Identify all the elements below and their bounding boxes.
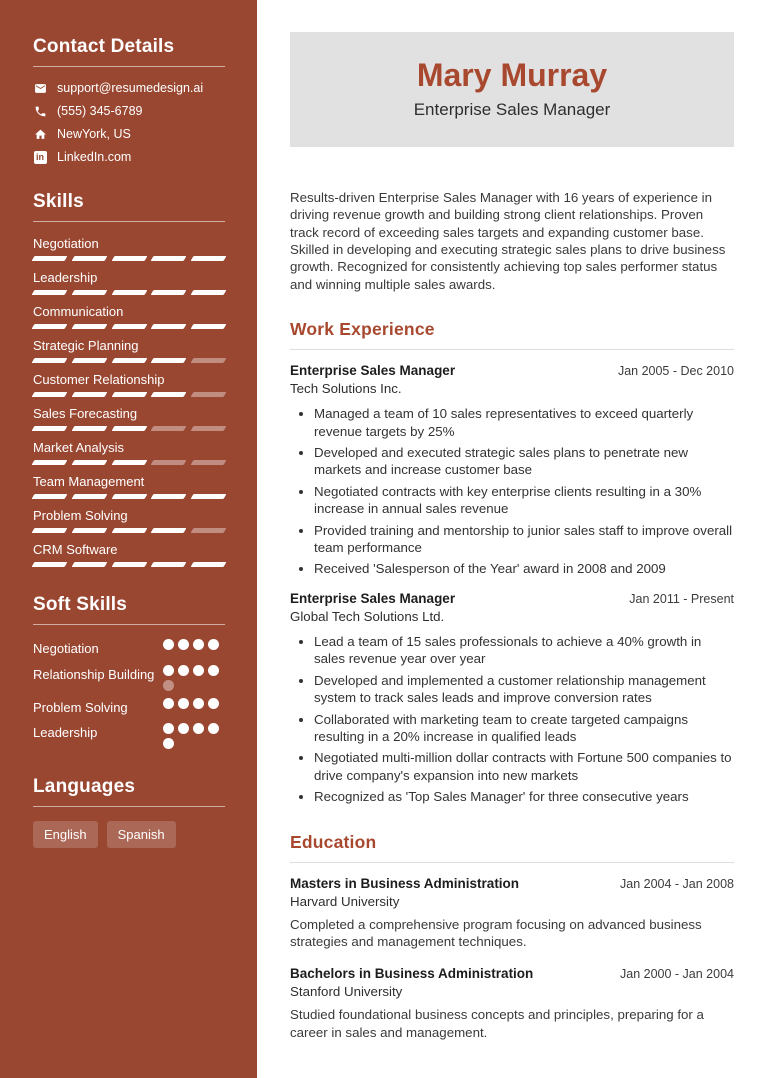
contact-section [33,36,225,164]
rating-dot [178,639,189,650]
phone-icon [33,104,47,118]
job-dates: Jan 2011 - Present [629,591,734,606]
skill-label: Strategic Planning [33,338,139,353]
soft-skills-section [33,594,225,749]
home-icon [33,127,47,141]
job-bullet: • Provided training and mentorship to junior sales staff to improve overall team performance [314,522,734,557]
contact-title: Contact Details [33,36,225,67]
skill-bar-segment [111,460,147,465]
rating-dot [163,680,174,691]
skill-bar-segment [151,324,187,329]
education-entry [290,876,734,952]
job-dates: Jan 2005 - Dec 2010 [617,364,734,379]
skill-label: Leadership [33,270,98,285]
soft-skill-dots [163,698,225,709]
skill-bar-segment [71,460,107,465]
rating-dot [178,665,189,676]
soft-skill-item [33,723,225,749]
school-name: Harvard University [290,893,400,909]
skill-bar-segment [151,358,187,363]
soft-skill-dots [163,723,225,749]
skill-bar-segment [32,324,68,329]
skill-bar-segment [191,460,227,465]
skill-label: Sales Forecasting [33,406,138,421]
education-entry-head [290,876,734,891]
job-title: Enterprise Sales Manager [290,363,456,379]
person-name: Mary Murray [416,57,608,93]
skill-label: Communication [33,304,124,319]
language-pill: Spanish [107,821,176,848]
rating-dot [178,723,189,734]
skill-label: Problem Solving [33,508,128,523]
skill-bar-segment [191,528,227,533]
education-dates: Jan 2004 - Jan 2008 [620,876,734,891]
language-pills [33,821,225,848]
skill-bar-segment [71,392,107,397]
linkedin-icon [33,150,47,164]
sidebar [0,0,257,1078]
skill-bar-segment [191,494,227,499]
skill-bar-segment [111,426,147,431]
skill-bar-segment [191,562,227,567]
skill-bar-segment [32,562,68,567]
skill-bar-segment [32,494,68,499]
skill-item [33,508,225,533]
skill-item [33,338,225,363]
skill-bar-segment [71,562,107,567]
skill-bar [33,358,225,363]
skill-bar [33,460,225,465]
soft-skill-dots [163,639,225,650]
rating-dot [193,723,204,734]
skill-bar-segment [151,426,187,431]
languages-title: Languages [33,776,225,807]
skill-item [33,474,225,499]
skill-bar [33,392,225,397]
skill-item [33,270,225,295]
skill-bar-segment [151,528,187,533]
education-description: Completed a comprehensive program focusing on advanced business strategies and management techniques. [290,916,702,950]
skill-bar-segment [191,392,227,397]
skill-bar-segment [71,358,107,363]
skills-title: Skills [33,191,225,222]
contact-location [33,127,225,141]
skill-bar-segment [32,392,68,397]
contact-email-text: support@resumedesign.ai [57,81,204,95]
job-bullets [290,633,734,806]
skill-bar-segment [151,562,187,567]
skill-label: Negotiation [33,236,99,251]
languages-section [33,776,225,848]
rating-dot [163,665,174,676]
skill-bar-segment [71,426,107,431]
skill-item [33,372,225,397]
person-role: Enterprise Sales Manager [413,99,611,119]
job-entry [290,363,734,578]
skill-bar-segment [71,256,107,261]
job-entry [290,591,734,806]
skill-item [33,236,225,261]
job-company: Tech Solutions Inc. [290,381,402,397]
rating-dot [193,639,204,650]
skill-bar-segment [151,460,187,465]
skill-bar [33,290,225,295]
skill-item [33,542,225,567]
soft-skill-label: Leadership [33,725,98,741]
skill-bar-segment [151,392,187,397]
skill-bar-segment [32,290,68,295]
skill-label: Market Analysis [33,440,125,455]
name-header [290,32,734,147]
soft-skill-label: Relationship Building [33,666,155,682]
skill-bar-segment [32,426,68,431]
rating-dot [178,698,189,709]
soft-skill-item [33,639,225,658]
contact-phone [33,104,225,118]
skill-bar-segment [71,324,107,329]
skill-bar [33,528,225,533]
education-entry [290,966,734,1042]
profile-summary: Results-driven Enterprise Sales Manager with 16 years of experience in driving revenue growth and building strong client relationships. Proven track record of exceeding sales targets and expanding customer base. Skilled in developing and executing strategic sales plans to drive business growth. Recognized for consistently achieving top sales performer status and winning multiple sales awards. [290,189,726,292]
contact-location-text: NewYork, US [57,127,131,141]
job-bullets [290,405,734,578]
education-description: Studied foundational business concepts and principles, preparing for a career in sales and management. [290,1007,704,1041]
degree-title: Bachelors in Business Administration [290,966,534,982]
rating-dot [163,639,174,650]
skill-bar-segment [32,256,68,261]
main-content [257,0,768,1078]
skill-bar-segment [151,494,187,499]
soft-skill-dots [163,665,225,691]
job-bullet: • Negotiated contracts with key enterprise clients resulting in a 30% increase in annual sales revenue [314,483,734,518]
skill-item [33,406,225,431]
skill-bar-segment [151,290,187,295]
job-bullet: • Managed a team of 10 sales representatives to exceed quarterly revenue targets by 25% [314,405,734,440]
skill-bar [33,562,225,567]
skill-bar [33,426,225,431]
skill-item [33,440,225,465]
skill-bar-segment [71,290,107,295]
soft-skill-item [33,665,225,691]
job-bullet: • Developed and executed strategic sales plans to penetrate new markets and increase customer base [314,444,734,479]
soft-skill-label: Problem Solving [33,699,128,715]
rating-dot [208,639,219,650]
skill-bar-segment [111,324,147,329]
rating-dot [163,723,174,734]
job-bullet: • Negotiated multi-million dollar contracts with Fortune 500 companies to drive company's expansion into new markets [314,749,734,784]
skill-label: Team Management [33,474,145,489]
job-entry-head [290,591,734,606]
school-name: Stanford University [290,984,403,1000]
skill-bar-segment [71,528,107,533]
rating-dot [193,665,204,676]
skill-bar-segment [151,256,187,261]
skill-bar [33,324,225,329]
skill-bar-segment [191,324,227,329]
skill-bar [33,256,225,261]
contact-email [33,81,225,95]
skill-bar [33,494,225,499]
job-bullet: • Recognized as 'Top Sales Manager' for three consecutive years [314,788,734,805]
soft-skills-title: Soft Skills [33,594,225,625]
job-entry-head [290,363,734,378]
skill-bar-segment [111,358,147,363]
soft-skill-label: Negotiation [33,641,99,656]
education-dates: Jan 2000 - Jan 2004 [620,967,734,982]
skill-label: Customer Relationship [33,372,165,387]
skill-bar-segment [32,460,68,465]
job-bullet: • Developed and implemented a customer relationship management system to track sales leads and improve conversion rates [314,672,734,707]
skill-bar-segment [111,494,147,499]
skill-bar-segment [111,290,147,295]
skill-bar-segment [191,426,227,431]
skill-bar-segment [32,358,68,363]
job-company: Global Tech Solutions Ltd. [290,608,445,624]
email-icon [33,81,47,95]
job-title: Enterprise Sales Manager [290,590,456,606]
rating-dot [208,665,219,676]
contact-phone-text: (555) 345-6789 [57,104,143,118]
degree-title: Masters in Business Administration [290,875,520,891]
rating-dot [208,698,219,709]
job-bullet: • Collaborated with marketing team to create targeted campaigns resulting in a 20% increase in qualified leads [314,711,734,746]
skill-label: CRM Software [33,542,118,557]
skill-bar-segment [71,494,107,499]
education-entry-head [290,966,734,981]
skill-bar-segment [191,256,227,261]
contact-linkedin [33,150,225,164]
rating-dot [208,723,219,734]
job-bullet: • Received 'Salesperson of the Year' award in 2008 and 2009 [314,560,734,577]
skill-bar-segment [32,528,68,533]
skills-section [33,191,225,567]
rating-dot [163,738,174,749]
language-pill: English [33,821,98,848]
soft-skill-item [33,698,225,717]
skill-bar-segment [111,562,147,567]
skill-item [33,304,225,329]
education-title: Education [290,832,734,863]
rating-dot [193,698,204,709]
skill-bar-segment [191,358,227,363]
skill-bar-segment [111,392,147,397]
skill-bar-segment [111,528,147,533]
skill-bar-segment [111,256,147,261]
work-experience-title: Work Experience [290,319,734,350]
rating-dot [163,698,174,709]
job-bullet: • Lead a team of 15 sales professionals to achieve a 40% growth in sales revenue year over year [314,633,734,668]
contact-linkedin-text: LinkedIn.com [57,150,132,164]
skill-bar-segment [191,290,227,295]
